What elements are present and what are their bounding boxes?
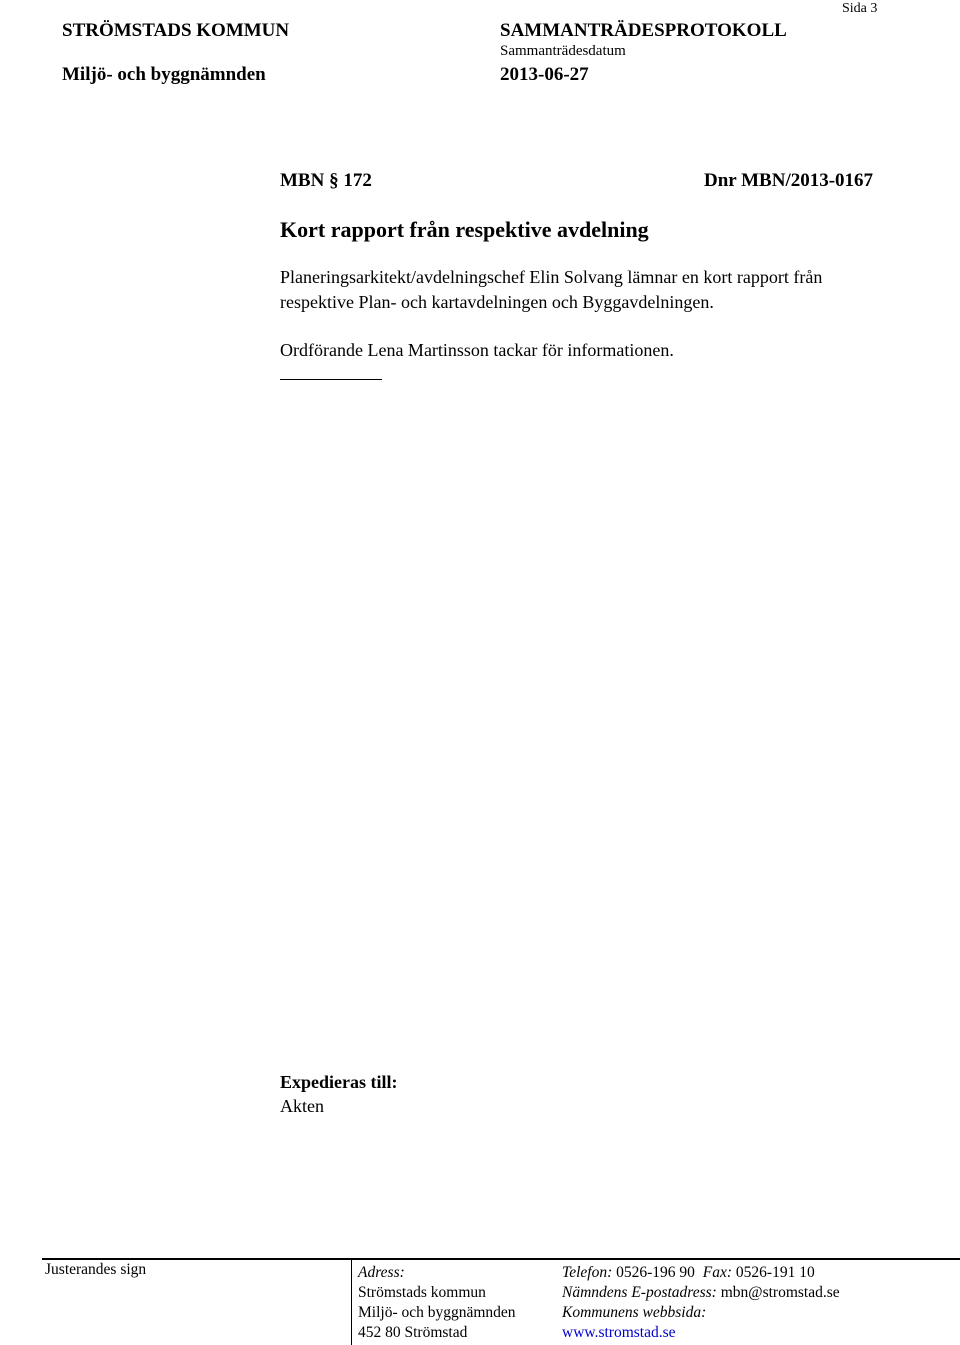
address-line: Miljö- och byggnämnden: [358, 1304, 516, 1321]
web-label: Kommunens webbsida:: [562, 1304, 707, 1321]
page-number: Sida 3: [842, 1, 878, 16]
diary-number: Dnr MBN/2013-0167: [704, 170, 874, 191]
committee-name: Miljö- och byggnämnden: [62, 64, 266, 85]
fax-label: Fax:: [702, 1264, 733, 1281]
body-text-line: respektive Plan- och kartavdelningen och Byggavdelningen.: [280, 292, 714, 312]
paragraph-number: MBN § 172: [280, 170, 372, 191]
meeting-date: 2013-06-27: [500, 64, 589, 85]
signature-label: Justerandes sign: [45, 1261, 147, 1278]
address-line: 452 80 Strömstad: [358, 1324, 468, 1341]
phone-number: 0526-196 90: [616, 1264, 695, 1281]
phone-label: Telefon:: [562, 1264, 613, 1281]
case-title: Kort rapport från respektive avdelning: [280, 217, 649, 242]
footer-divider: [42, 1258, 960, 1260]
address-label: Adress:: [358, 1264, 405, 1281]
address-line: Strömstads kommun: [358, 1284, 486, 1301]
email-label: Nämndens E-postadress:: [562, 1284, 717, 1301]
footer-column-divider: [351, 1260, 352, 1345]
email-address[interactable]: mbn@stromstad.se: [720, 1284, 840, 1301]
org-name: STRÖMSTADS KOMMUN: [62, 20, 290, 41]
email-line: [562, 1284, 840, 1302]
body-text-line: Ordförande Lena Martinsson tackar för informationen.: [280, 340, 674, 360]
phone-fax-line: [562, 1264, 815, 1282]
web-link[interactable]: www.stromstad.se: [562, 1324, 676, 1341]
document-type: SAMMANTRÄDESPROTOKOLL: [500, 20, 787, 41]
body-text-line: Planeringsarkitekt/avdelningschef Elin Solvang lämnar en kort rapport från: [280, 267, 823, 287]
meeting-date-label: Sammanträdesdatum: [500, 43, 626, 59]
distribution-recipient: Akten: [280, 1096, 324, 1116]
section-divider: [280, 379, 382, 380]
fax-number: 0526-191 10: [735, 1264, 815, 1281]
distribution-label: Expedieras till:: [280, 1072, 398, 1092]
